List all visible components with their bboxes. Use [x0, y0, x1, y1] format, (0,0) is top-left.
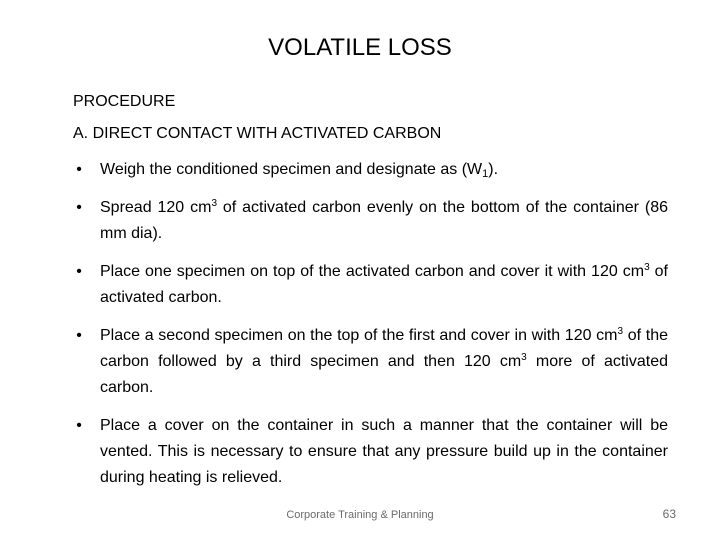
bullet-text: of activated carbon.: [100, 263, 669, 306]
superscript: 3: [617, 326, 624, 337]
bullet-text: Place one specimen on top of the activated carbon and cover it with 120 cm: [100, 263, 645, 280]
superscript: 3: [521, 352, 527, 363]
footer-text: Corporate Training & Planning: [286, 509, 434, 521]
bullet-icon: •: [76, 263, 82, 280]
slide-title: VOLATILE LOSS: [268, 34, 452, 61]
superscript: 3: [211, 198, 217, 209]
list-item: [73, 413, 668, 491]
bullet-text: more of activated carbon.: [100, 353, 669, 396]
bullet-list: [73, 157, 668, 503]
bullet-text: Spread 120 cm: [100, 199, 212, 216]
bullet-text: of the carbon followed by a third specimen and then 120 cm: [100, 327, 668, 370]
list-item: [73, 157, 668, 183]
bullet-text: of activated carbon evenly on the bottom of the container (86 mm dia).: [100, 199, 669, 242]
sub-heading: A. DIRECT CONTACT WITH ACTIVATED CARBON: [73, 125, 442, 142]
bullet-icon: •: [76, 417, 82, 434]
superscript: 3: [644, 262, 650, 273]
subscript: 1: [482, 168, 489, 180]
bullet-icon: •: [76, 199, 82, 216]
list-item: [73, 259, 668, 311]
list-item: [73, 323, 668, 401]
page-number: 63: [662, 507, 676, 521]
section-heading: PROCEDURE: [73, 93, 176, 110]
bullet-text: Place a cover on the container in such a manner that the container will be vented. This is necessary to ensure that any pressure build up in the container during heating is relieved.: [100, 417, 668, 486]
list-item: [73, 195, 668, 247]
bullet-icon: •: [76, 327, 82, 344]
bullet-text: Place a second specimen on the top of the first and cover in with 120 cm: [100, 327, 618, 344]
bullet-text: Weigh the conditioned specimen and designate as (W: [100, 161, 483, 178]
bullet-text: ).: [488, 161, 499, 178]
bullet-icon: •: [76, 161, 82, 178]
